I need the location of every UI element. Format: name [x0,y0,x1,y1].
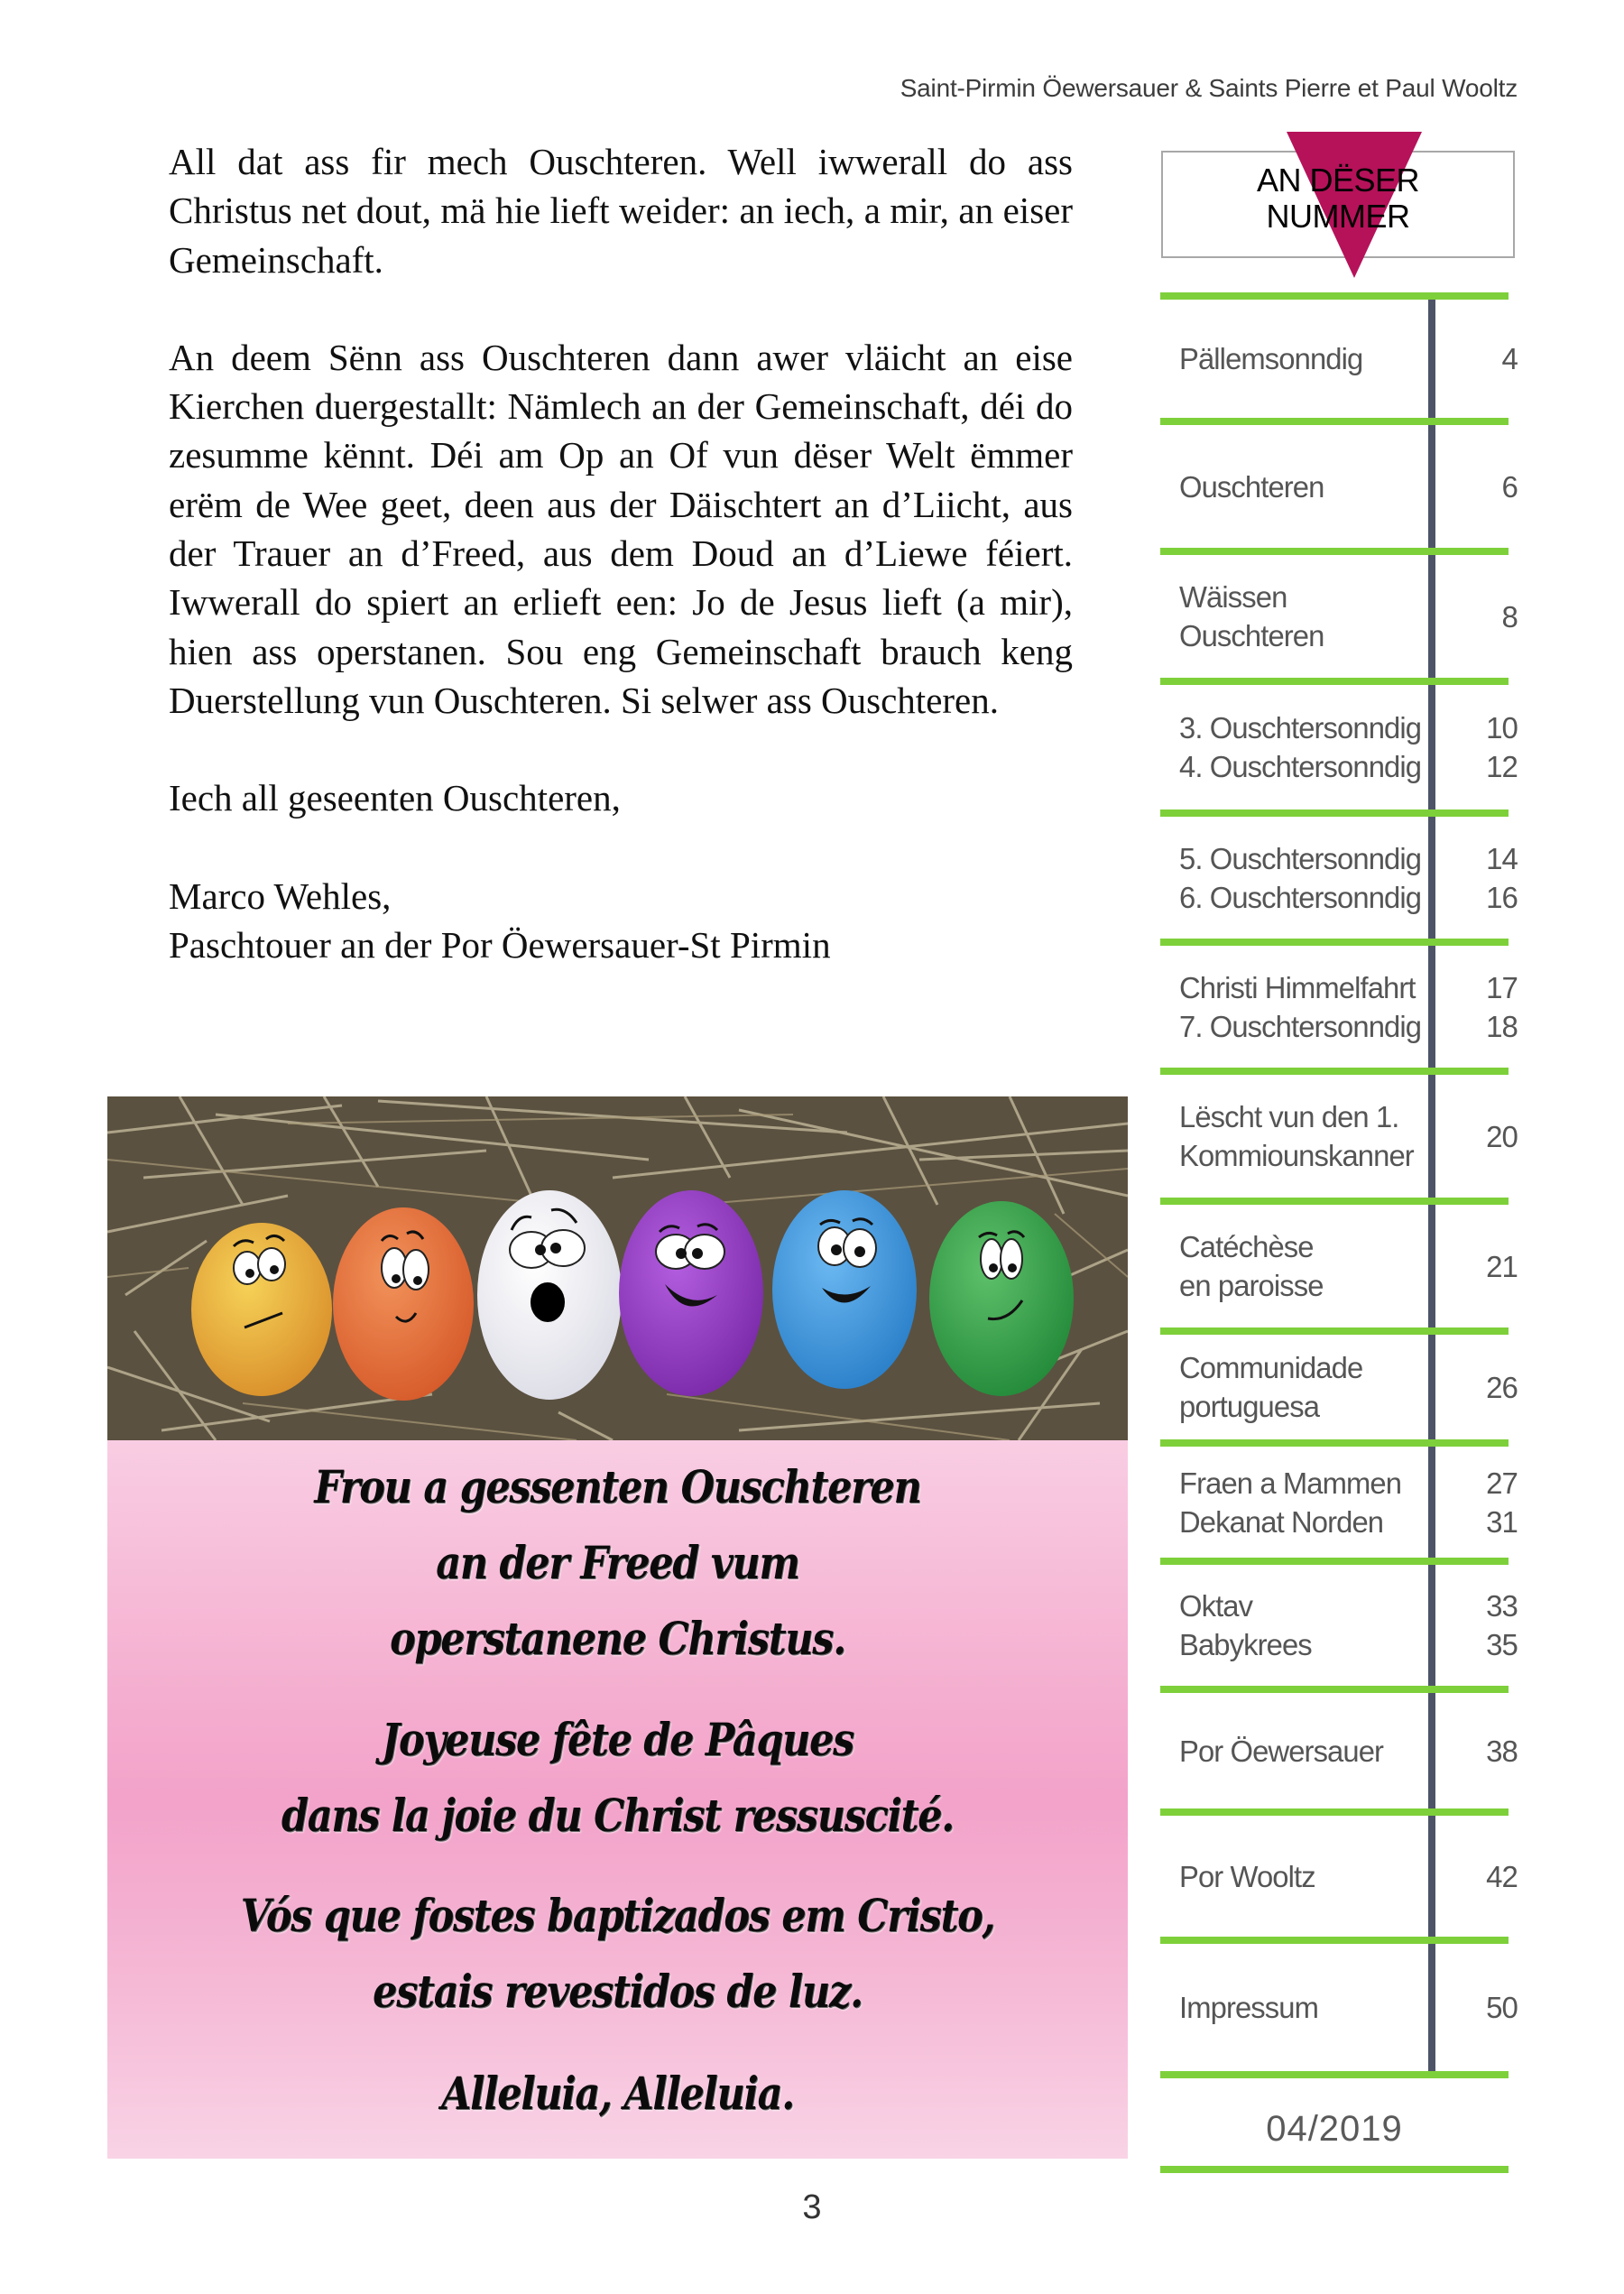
toc-title-line: AN DËSER [1256,162,1420,199]
toc-entry-label: Kommiounskanner [1179,1139,1414,1172]
toc-entry-label: Por Öewersauer [1179,1734,1384,1768]
toc-entry-page: 17 [1486,970,1518,1004]
toc-entry-label: Dekanat Norden [1179,1504,1384,1539]
toc-entry-page: 8 [1501,599,1518,634]
toc-entry-page: 27 [1486,1466,1518,1500]
toc-entry-page: 14 [1486,841,1518,875]
toc-entry-label: Catéchèse [1179,1230,1314,1263]
green-divider [1160,1439,1509,1447]
toc-entry-label: en paroisse [1179,1269,1324,1302]
toc-entry-page: 12 [1486,750,1518,783]
green-divider [1160,678,1509,685]
toc-entry-label: Fraen a Mammen [1179,1466,1402,1500]
toc-entry-label: Impressum [1179,1991,1319,2024]
egg-blue [772,1190,917,1389]
green-divider [1160,2166,1509,2173]
greeting-line: dans la joie du Christ ressuscité. [281,1789,955,1842]
egg-orange [333,1207,474,1401]
toc-entry-page: 38 [1486,1734,1518,1768]
easter-eggs-photo [107,1096,1128,1440]
toc-entry-label: Pällemsonndig [1179,342,1363,375]
green-divider [1160,1558,1509,1565]
toc-entry-page: 26 [1486,1370,1518,1404]
article-paragraph: An deem Sënn ass Ouschteren dann awer vläicht an eise Kierchen duergestallt: Nämlech an der Gemeinschaft, déi do zesumme kënnt. Déi am Op an Of vun dëser Welt ëmmer erëm de Wee geet, deen aus der Däischtert an d’Liicht, aus der Trauer an d’Freed, aus dem Doud an d’Liewe féiert. Iwwerall do spiert an erlieft een: Jo de Jesus lieft (a mir), hien ass operstanen. Sou eng Gemeinschaft brauch keng Duerstellung vun Ouschteren. Si selwer ass Ouschteren. [169,336,1073,721]
green-divider [1160,548,1509,555]
toc-entry-label: 5. Ouschtersonndig [1179,841,1422,875]
green-divider [1160,1686,1509,1693]
toc-entry-page: 10 [1486,711,1518,745]
toc-column-divider [1428,300,1435,2071]
green-divider [1160,1068,1509,1075]
signature-name: Marco Wehles, [169,874,392,917]
greeting-line: Alleluia, Alleluia. [441,2067,794,2120]
toc-entry-page: 35 [1486,1628,1518,1661]
toc-entry-page: 42 [1486,1859,1518,1893]
toc-entry-label: Por Wooltz [1179,1859,1315,1893]
green-divider [1160,1937,1509,1944]
toc-entry-page: 16 [1486,880,1518,914]
toc-entry-label: 7. Ouschtersonndig [1179,1009,1422,1043]
easter-greeting-box [107,1440,1128,2159]
greeting-line: Vós que fostes baptizados em Cristo, [240,1889,995,1942]
green-divider [1160,1327,1509,1335]
toc-entry-label: Ouschteren [1179,619,1324,652]
green-divider [1160,1808,1509,1816]
toc-title [1161,162,1515,235]
toc-entry-label: 4. Ouschtersonndig [1179,750,1422,783]
greeting-line: Frou a gessenten Ouschteren [314,1460,921,1513]
issue-date: 04/2019 [1266,2109,1403,2149]
green-divider [1160,809,1509,817]
article-paragraph: All dat ass fir mech Ouschteren. Well iwwerall do ass Christus net dout, mä hie lieft weider: an iech, a mir, an eiser Gemeinschaft. [169,141,1073,281]
toc-entry-label: Ouschteren [1179,469,1324,504]
toc-entry-page: 4 [1501,342,1518,375]
egg-white [477,1190,622,1400]
toc-entry-label: Babykrees [1179,1628,1312,1661]
toc-entry-label: Christi Himmelfahrt [1179,970,1416,1004]
toc-entry-label: Lëscht vun den 1. [1179,1100,1399,1133]
toc-entry-page: 31 [1486,1504,1518,1539]
running-header: Saint-Pirmin Öewersauer & Saints Pierre et Paul Wooltz [900,74,1518,102]
greeting-line: Joyeuse fête de Pâques [381,1713,854,1766]
toc-entry-page: 50 [1486,1991,1518,2024]
green-divider [1160,418,1509,425]
green-divider [1160,1198,1509,1205]
toc-entry-label: 3. Ouschtersonndig [1179,711,1422,745]
egg-purple [619,1190,763,1396]
egg-yellow [191,1223,332,1396]
toc-entry-label: Wäissen [1179,580,1287,614]
egg-green [929,1201,1074,1396]
greeting-line: operstanene Christus. [390,1612,845,1665]
toc-entry-page: 6 [1501,469,1518,504]
closing-greeting: Iech all geseenten Ouschteren, [169,777,621,819]
toc-entry-page: 21 [1486,1249,1518,1283]
easter-eggs-illustration [107,1096,1128,1440]
greeting-line: an der Freed vum [436,1536,799,1589]
page-number: 3 [802,2188,822,2226]
toc-entry-label: 6. Ouschtersonndig [1179,880,1422,914]
signature-role: Paschtouer an der Por Öewersauer-St Pirmin [169,923,831,966]
greeting-line: estais revestidos de luz. [373,1965,863,2018]
toc-entry-page: 18 [1486,1009,1518,1043]
toc-title-line: NUMMER [1266,198,1410,235]
toc-entry-page: 33 [1486,1589,1518,1623]
article-body [169,137,1073,969]
toc-entry-label: portuguesa [1179,1390,1320,1423]
toc-entry-page: 20 [1486,1119,1518,1153]
green-divider [1160,2071,1509,2078]
green-divider [1160,292,1509,300]
toc-entry-label: Communidade [1179,1351,1363,1384]
green-divider [1160,939,1509,946]
toc-entry-label: Oktav [1179,1589,1253,1623]
